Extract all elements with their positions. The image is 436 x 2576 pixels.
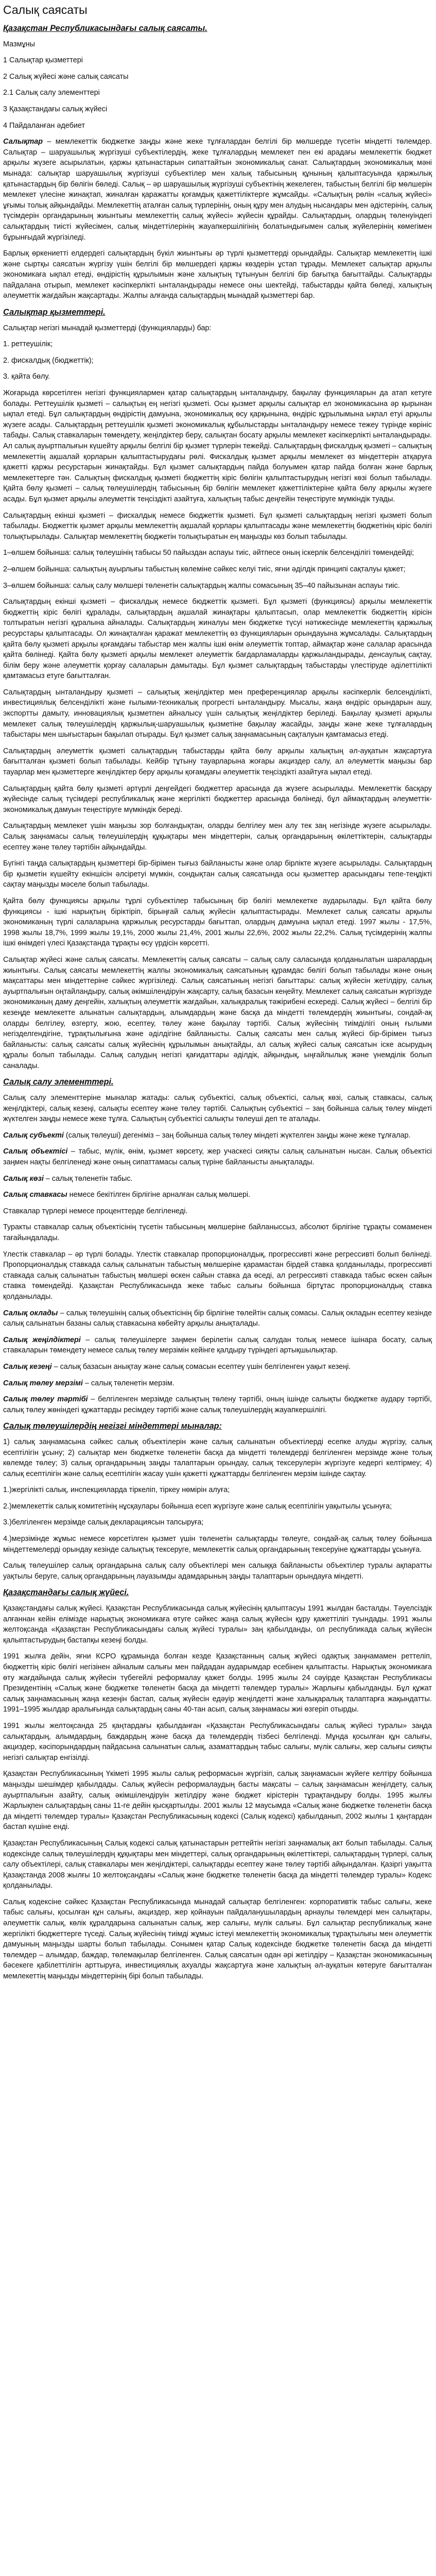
heading-text: Салық салу элементтері. xyxy=(3,1077,114,1087)
term-lead: Салық ставкасы xyxy=(3,1191,67,1199)
paragraph xyxy=(3,339,432,350)
paragraph-text: Салықтар жүйесі және салық саясаты. Мемлекеттің салық саясаты – салық салу саласында қолданылатын шаралардың жиынтығы. Салық саясаты мемлекеттің жалпы экономикалық саясатының құрамдас бөлігі болып табылады және оның мақсаттары мен міндеттеріне сәйкес жүргізіледі. Салық саясатының негізгі бағыттары: салық жүйесін жетілдіру, салық ауыртпалығын оңтайландыру, салық әкімшілендіруін жақсарту, салық базасын кеңейту. Мемлекет салық саясатын жүргізуде экономиканың даму деңгейін, халықтың әлеуметтік жағдайын, халықаралық тәжірибені ескереді. Салық жүйесі – белгілі бір кезеңде мемлекетте алынатын салықтардың, алымдардың және басқа да міндетті төлемдердің жиынтығы, сондай-ақ оларды белгілеу, өзгерту, жою, есептеу, төлеу және бақылау тәртібі. Салық жүйесінің тиімділігі оның ғылыми негізделгендігіне, тұрақтылығына және әділдігіне байланысты. Салық саясаты мен салық жүйесі бір-бірімен тығыз байланысты: салық саясаты салық жүйесінің құрылымын анықтайды, ал салық жүйесі салық саясатын іске асырудың құралы болып табылады. Салық салудың негізгі қағидаттары әділдік, айқындық, ыңғайлылық және үнемділік болып саналады. xyxy=(3,955,432,1070)
heading-text: Қазақстандағы салық жүйесі. xyxy=(3,1588,129,1598)
term-lead: Салықтар xyxy=(3,138,43,146)
paragraph xyxy=(3,1769,432,1833)
paragraph xyxy=(3,511,432,543)
paragraph xyxy=(3,1534,432,1555)
paragraph-text: 2–өлшем бойынша: салықтың ауырлығы табыстың көлеміне сәйкес келуі тиіс, яғни әділдік принципі сақталуы қажет; xyxy=(3,565,406,573)
paragraph-text: Салықтардың ынталандыру қызметі – салықтық жеңілдіктер мен преференциялар арқылы кәсіпкерлік белсенділікті, инвестициялық белсенділікті және ғылыми-техникалық прогресті ынталандыру. Мысалы, жаңа өндіріс орындарын ашу, экспортты дамыту, инновациялық қызметпен айналысу үшін салықтық жеңілдіктер беріледі. Бақылау қызметі арқылы мемлекет салық төлеушілердің қаржылық-шаруашылық қызметіне бақылау жасайды, заңды және жеке тұлғалардың табыстары мен шығыстарын бақылап отырады. Бұл қызмет салық заңнамасының сақталуын қамтамасыз етеді. xyxy=(3,688,432,739)
paragraph xyxy=(3,104,432,115)
term-lead: Салық төлеу мерзімі xyxy=(3,1379,83,1387)
paragraph-text: 1991 жылға дейін, яғни КСРО құрамында болған кезде Қазақстанның салық жүйесі одақтық заңнамамен реттеліп, бюджеттің кіріс бөлігі негізінен айналым салығы мен пайдадан аударымдар есебінен қалыптасты. Нарықтық экономикаға өту жағдайында салық жүйесін түбегейлі реформалау қажет болды. 1995 жылы 24 сәуірде Қазақстан Республикасы Президентінің «Салық және бюджетке төленетін басқа да міндетті төлемдер туралы» Жарлығы қабылданды. Бұл құжат салық заңнамасының жаңа кезеңін бастап, салық жүйесін едәуір жеңілдетті және халықаралық талаптарға жақындатты. 1991–1995 жылдар аралығында салықтардың саны 40-тан асып, салық заңнамасы жиі өзгеріп отырды. xyxy=(3,1652,432,1714)
paragraph xyxy=(3,72,432,82)
paragraph-text: Мазмұны xyxy=(3,40,35,48)
paragraph xyxy=(3,55,432,66)
paragraph-text: Салықтардың әлеуметтік қызметі салықтардың табыстарды қайта бөлу арқылы халықтың әл-ауқатын жақсартуға бағытталған қызметі болып табылады. Кейбір тұтыну тауарларына жоғары акциздер салу, ал әлеуметтік маңызы бар тауарлар мен қызметтерге жеңілдіктер беру арқылы қоғамдағы әлеуметтік теңсіздікті азайтуға ықпал етеді. xyxy=(3,747,432,777)
paragraph-text: Туракты ставкалар салық объектісінің түсетін табысының мөлшеріне байланыссыз, абсолют бірлігіне тұрақты сомаменен тағайындалады. xyxy=(3,1223,432,1242)
paragraph-text: Салық салу элементтеріне мыналар жатады: салық субъектісі, салық объектісі, салық көзі, салық ставкасы, салық жеңілдіктері, салық кезеңі, салықты есептеу және төлеу тәртібі. Салықтың субъектісі – заң бойынша салық төлеу міндеті жүктелген заңды немесе жеке тұлға. Салықтың субъектісі салықты төлеуші деп те аталады. xyxy=(3,1094,432,1124)
paragraph-text: – белгіленген мерзімде салықтың төлену тәртібі, оның ішінде салықты бюджетке аудару тәртібі, салық төлеу жөніндегі құжаттарды ресімдеу тәртібі және салық төлеушілердің жауапкершілігі. xyxy=(3,1395,432,1414)
paragraph-text: Қазақстандағы салық жүйесі. Қазақстан Республикасында салық жүйесінің қалыптасуы 1991 жылдан басталды. Тәуелсіздік алғаннан кейін елімізде нарықтық экономикаға өтуге сәйкес жаңа салық жүйесін құру қажеттілігі туындады. 1991 жылы желтоқсанда «Қазақстан Республикасындағы салық жүйесі туралы» заң қабылданды, ол республикада салық жүйесін қалыптастырудың бастапқы кезеңі болды. xyxy=(3,1604,432,1645)
paragraph xyxy=(3,1335,432,1356)
paragraph-text: Жоғарыда көрсетілген негізгі функциялармен қатар салықтардың ынталандыру, бақылау функцияларын да атап кетуге болады. Реттеушілік қызметі – салықтың ең негізгі қызметі. Осы қызмет арқылы салықтар ел экономикасына әр қырынан ықпал етеді. Бұл салықтардың өндірістің дамуына, экономикалық өсу қарқынына, өндіріс құрылымына ықпал етуі арқылы жүзеге асады. Салықтардың реттеушілік қызметі экономикалық құбылыстарды ынталандыру немесе тежеу түрінде көрініс табады. Салық ставкаларын төмендету, жеңілдіктер беру, салықтан босату арқылы мемлекет кәсіпкерлікті ынталандырады. Ал салық ауыртпалығын күшейту арқылы белгілі бір қызмет түрлерін тежейді. Салықтардың фискалдық қызметі – салықтың мемлекеттің ақшалай қорларын қалыптастырудағы рөлі. Фискалдық қызмет арқылы мемлекет өз міндеттерін атқаруға қажетті қаржы ресурстарын жинақтайды. Бұл қызмет салықтардың пайда болуымен қатар пайда болған және барлық мемлекеттерге тән. Салықтың фискалдық қызметі бюджеттің кіріс бөлігін қалыптастырудың негізгі көзі болып табылады. Қайта бөлу қызметі – салық төлеушілердің табысының бір бөлігін мемлекет қажеттіліктеріне қайта бөлу арқылы жүзеге асады. Бұл қызмет арқылы әлеуметтік теңсіздікті азайтуға, халықтың табыс деңгейін теңестіруге мүмкіндік туады. xyxy=(3,389,432,503)
paragraph-text: – салық төлеушілерге заңмен берілетін салық салудан толық немесе ішінара босату, салық ставкаларын төмендету немесе салық төлеу мерзімін кейінге қалдыру түріндегі артықшылықтар. xyxy=(3,1335,432,1355)
paragraph-text: Салық кодексіне сәйкес Қазақстан Республикасында мынадай салықтар белгіленген: корпоративтік табыс салығы, жеке табыс салығы, қосылған құн салығы, акциздер, жер қойнауын пайдаланушылардың арнаулы төлемдері мен салықтары, әлеуметтік салық, көлік құралдарына салынатын салық, жер салығы, мүлік салығы. Бұл салықтар республикалық және жергілікті бюджеттерге түседі. Салық жүйесінің тиімді жұмыс істеуі мемлекеттің экономикалық тұрақтылығы мен әлеуметтік дамуының маңызды шарты болып табылады. Сонымен қатар Салық кодексінде бюджетке төленетін басқа да міндетті төлемдер – алымдар, баждар, төлемақылар белгіленген. Салық саясатын одан әрі жетілдіру – Қазақстан экономикасының бәсекеге қабілеттілігін арттыруға, инвестициялық ахуалды жақсартуға және халықтың әл-ауқатын көтеруге бағытталған мемлекеттің маңызды міндеттерінің бірі болып табылады. xyxy=(3,1897,432,1981)
paragraph-text: Салықтардың мемлекет үшін маңызы зор болғандықтан, оларды белгілеу мен алу тек заң негізінде жүзеге асырылады. Салық заңнамасы салық төлеушілердің құқықтары мен міндеттерін, салық органдарының өкілеттіктерін, салықтарды есептеу және төлеу тәртібін айқындайды. xyxy=(3,822,432,852)
paragraph xyxy=(3,548,432,558)
paragraph-text: (салық төлеуші) дегеніміз – заң бойынша салық төлеу міндеті жүктелген заңды және жеке тұлғалар. xyxy=(63,1131,411,1140)
section-heading xyxy=(3,307,432,318)
paragraph xyxy=(3,581,432,591)
paragraph-text: 1 Салықтар қызметтері xyxy=(3,56,83,65)
paragraph xyxy=(3,1146,432,1167)
paragraph xyxy=(3,687,432,740)
paragraph-text: немесе бекітілген бірлігіне арналған салық мөлшері. xyxy=(67,1191,251,1199)
section-heading xyxy=(3,1421,432,1432)
paragraph-text: 1–өлшем бойынша: салық төлеушінің табысы 50 пайыздан аспауы тиіс, әйтпесе оның іскерлік белсенділігі төмендейді; xyxy=(3,549,414,557)
paragraph-text: – салық төлеушінің салық объектісінің бір бірлігіне төлейтін салық сомасы. Салық окладын есептеу кезінде салық салынатын базаны салық ставкасына көбейту арқылы анықталады. xyxy=(3,1309,432,1328)
paragraph-text: Қайта бөлу функциясы арқылы тұрлі субъектілер табысының бір бөлігі мемлекетке аударылады. Бұл қайта бөлу функциясы - ішкі нарықтың біріктіріп, бірыңғай салық жүйесін қалыптастырады. Мемлекет салық саясаты арқылы экономиканың түрлі салаларына қаржылық ресурстарды бағыттап, олардың дамуына ықпал етеді. 1997 жылы - 17,5%, 1998 жылы 18,7%, 1999 жылы 19,1%, 2000 жылы 21,4%, 2001 жылы 22,6%, 2002 жылы 22,2%. Салық түсімдерінің жалпы ішкі өнімдегі үлесі Қазақстанда тұрақты өсу үрдісін көрсетті. xyxy=(3,896,432,948)
paragraph-text: 2 Салық жүйесі және салық саясаты xyxy=(3,72,129,81)
document-title: Салық саясаты xyxy=(3,3,88,16)
term-lead: Салық кезеңі xyxy=(3,1362,52,1371)
section-heading xyxy=(3,23,432,34)
paragraph-text: – табыс, мүлік, өнім, қызмет көрсету, жер учаскесі сияқты салық салынатын нысан. Салық объектісі заңмен нақты белгіленеді және оның сипаттамасы салық түріне байланысты анықталады. xyxy=(3,1147,432,1167)
paragraph xyxy=(3,597,432,682)
heading-text: Қазақстан Республикасындағы салық саясаты. xyxy=(3,24,207,33)
paragraph xyxy=(3,1378,432,1389)
paragraph xyxy=(3,1651,432,1715)
paragraph xyxy=(3,1222,432,1243)
paragraph-text: 4 Пайдаланған әдебиет xyxy=(3,121,85,130)
paragraph xyxy=(3,388,432,505)
paragraph-text: Салық төлеушілер салық органдарына салық салу объектілері мен салыққа байланысты объектілер туралы ақпаратты уақтылы беруге, салық органдарының лауазымды адамдарының заңды талаптарын орындауға міндетті. xyxy=(3,1562,432,1581)
paragraph-text: Үлестік ставкалар – әр түрлі болады. Үлестік ставкалар пропорционалдық, прогрессивті және регрессивті болып бөлінеді. Пропорционалдық ставкада салық салынатын табыстың мөлшеріне қарамастан бірдей ставка қолданылады, прогрессивті ставкада салық салынатын табыстың мөлшері өскен сайын ставка да өседі, ал регрессивті ставкада табыс өскен сайын ставка төмендейді. Қазақстан Республикасында жеке табыс салығы бойынша біртұтас пропорционалдық ставка қолданылады. xyxy=(3,1250,432,1301)
paragraph xyxy=(3,1206,432,1217)
paragraph-text: 1. реттеушілік; xyxy=(3,340,53,349)
paragraph xyxy=(3,1093,432,1125)
paragraph-text: Қазақстан Республикасының Салық кодексі салық қатынастарын реттейтін негізгі заңнамалық акт болып табылады. Салық кодексінде салық төлеушілердің құқықтары мен міндеттері, салық органдарының өкілеттіктері, салықтардың түрлері, салық салу объектілері, салық ставкалары мен жеңілдіктері, салықтарды есептеу және төлеу тәртібі айқындалған. Қазіргі уақытта Қазақстанда 2008 жылғы 10 желтоқсандағы «Салық және бюджетке төленетін басқа да міндетті төлемдер туралы» Кодекс қолданылады. xyxy=(3,1839,432,1890)
paragraph-text: 3–өлшем бойынша: салық салу мөлшері төленетін салықтардың жалпы сомасының 35–40 пайызынан аспауы тиіс. xyxy=(3,581,400,590)
paragraph xyxy=(3,1308,432,1329)
paragraph xyxy=(3,858,432,890)
paragraph-text: 1) салық заңнамасына сәйкес салық объектілерін және салық салынатын объектілерді есепке алуды жүргізу, салық есептілігін ұсыну; 2) салықтар мен бюджетке төленетін басқа да міндетті төлемдерді белгіленген мерзімде және толық көлемде төлеу; 3) салық органдарының заңды талаптарын орындау, салық тексерулерін жүргізуге кедергі келтірмеу; 4) салық есептілігін және салық есептілігін жасау үшін қажетті құжаттарды белгіленген мерзім ішінде сақтау. xyxy=(3,1437,432,1478)
heading-text: Салықтар қызметтері. xyxy=(3,308,106,317)
paragraph xyxy=(3,248,432,301)
paragraph xyxy=(3,1897,432,1982)
paragraph xyxy=(3,896,432,949)
heading-text: Салық төлеушілердің негізгі міндеттері мыналар: xyxy=(3,1421,222,1431)
paragraph xyxy=(3,1561,432,1582)
paragraph xyxy=(3,564,432,575)
paragraph xyxy=(3,821,432,853)
paragraph xyxy=(3,1130,432,1141)
paragraph-text: – салық төленетін мерзім. xyxy=(82,1379,175,1387)
paragraph-text: Барлық өркениетті елдердегі салықтардың бүкіл жиынтығы әр түрлі қызметтерді орындайды. Салықтар мемлекеттің ішкі және сыртқы саясатын жүргізу үшін белгілі бір мөлшердегі қаржы көздерін ұстап тұрады. Мемлекет салықтар арқылы экономикаға ықпал етеді, өндірістің құрылымын және халықтың тұтынуын белгілі бір бағытқа бағыттайды. Салықтарды пайдалана отырып, мемлекет кәсіпкерлікті ынталандырады немесе оны шектейді, табыстарды қайта бөледі, халықтың әлеуметтік жағдайын жақсартады. Жалпы алғанда салықтардың мынадай қызметтері бар. xyxy=(3,249,432,300)
paragraph-text: 2. фискалдық (бюджеттік); xyxy=(3,356,94,365)
paragraph-text: – мемлекеттік бюджетке заңды және жеке тұлғалардан белгілі бір мөлшерде түсетін міндетті төлемдер. Салықтар – шаруашылық жүргізуші субъектілердің, жеке тұлғалардың мемлекет пен екі арадағы мемлекеттік бюджет арқылы жүзеге асырылатын, қаржы қатынастарын сипаттайтын экономикалық санат. Салықтардың экономикалық мәні мынада: салықтар шаруашылық жүргізуші субъектілер мен халық табысының құнының қалыптасуында қаржылық қатынастардың бір бөлігін бөледі. Салық – әр шаруашылық жүргізуші субъектінің жекелеген, табыстың белгілі бір мөлшерін мемлекет үлесіне жинақтап, жиналған қаражатты қоғамдық қажеттіліктерге жұмсайды. «Салықтың рөлін «салық жүйесі» ұғымы толық айқындайды. Мемлекеттің аталған салық түрлерінің, оның құру мен алудың нысандары мен әдістерінің, салық түсімдерін органдарының жиынтығы мемлекеттің салық жүйесі» жүйесін құрайды. Салықтардың, олардың төленуіндегі салықтардың тиісті жүйесімен, салық міндеттілерінің жауапкершілігінің болатындығымен салық жүйелерінің көмегімен бұрынғыдай жүргізіледі. xyxy=(3,138,432,242)
paragraph xyxy=(3,355,432,366)
term-lead: Салық субъекті xyxy=(3,1131,64,1140)
paragraph-text: 3.)белгіленген мерзімде салық декларациясын тапсыруға; xyxy=(3,1518,204,1527)
paragraph xyxy=(3,1721,432,1763)
document-body xyxy=(3,23,432,1982)
term-lead: Салық төлеу тәртібі xyxy=(3,1395,88,1404)
paragraph xyxy=(3,1485,432,1496)
paragraph xyxy=(3,1603,432,1646)
paragraph xyxy=(3,1838,432,1891)
term-lead: Салық жеңілдіктері xyxy=(3,1335,81,1344)
paragraph xyxy=(3,1190,432,1200)
paragraph xyxy=(3,323,432,334)
paragraph xyxy=(3,746,432,778)
paragraph-text: 3 Қазақстандағы салық жүйесі xyxy=(3,105,108,113)
paragraph xyxy=(3,955,432,1072)
paragraph-text: Қазақстан Республикасының Үкіметі 1995 жылы салық реформасын жүргізіп, салық заңнамасын жүйеге келтіру бойынша маңызды шешімдер қабылдады. Салық жүйесін реформалаудың басты мақсаты – салық заңнамасын жеңілдету, салық ауыртпалығын азайту, салық әкімшілендіруін жетілдіру және бюджет кірістерін тұрақтандыру болды. 1995 жылғы Жарлықпен салықтардың саны 11-ге дейін қысқартылды. 2001 жылы 12 маусымда «Салық және бюджетке төленетін басқа да міндетті төлемдер туралы» Қазақстан Республикасының кодексі (Салық кодексі) қабылданып, 2002 жылғы 1 қаңтардан бастап күшіне енді. xyxy=(3,1770,432,1832)
paragraph xyxy=(3,1501,432,1512)
paragraph-text: Ставкалар түрлері немесе проценттерде белгіленеді. xyxy=(3,1207,188,1215)
paragraph-text: 2.)мемлекеттік салық комитетінің нұсқаулары бойынша есеп жүргізуге және салық есептілігін уақытылы ұсынуға; xyxy=(3,1502,392,1511)
paragraph xyxy=(3,1362,432,1372)
paragraph-text: Салықтар негізгі мынадай қызметтерді (функцияларды) бар: xyxy=(3,324,212,332)
paragraph xyxy=(3,1437,432,1479)
term-lead: Салық көзі xyxy=(3,1174,44,1183)
paragraph xyxy=(3,88,432,98)
section-heading xyxy=(3,1587,432,1598)
paragraph xyxy=(3,1174,432,1184)
paragraph xyxy=(3,784,432,816)
term-lead: Салық оклады xyxy=(3,1309,58,1317)
paragraph xyxy=(3,1517,432,1528)
paragraph-text: – салық базасын анықтау және салық сомасын есептеу үшін белгіленген уақыт кезеңі. xyxy=(51,1362,351,1371)
paragraph-text: Салықтардың екінші қызметі – фискалдық немесе бюджеттік қызметі. Бұл қызметі салықтардың негізгі қызметі болып табылады. Бюджеттік қызмет арқылы мемлекеттің ақшалай қорлары қалыптасады және мемлекеттің бюджетінің кіріс бөлігі толықтырылады. Салықтар мемлекеттің бюджетін толықтыратын ең маңызды көз болып табылады. xyxy=(3,511,432,541)
paragraph xyxy=(3,1249,432,1302)
paragraph-text: 2.1 Салық салу элементтері xyxy=(3,89,100,97)
paragraph-text: – салық төленетін табыс. xyxy=(43,1174,133,1183)
section-heading xyxy=(3,1077,432,1088)
term-lead: Салық объектісі xyxy=(3,1147,68,1156)
paragraph-text: Бүгінгі таңда салықтардың қызметтері бір-бірімен тығыз байланысты және олар бірлікте жүзеге асырылады. Салықтардың бір қызметін күшейту екіншісін әлсіретуі мүмкін, сондықтан салық саясатында осы қызметтер арасындағы тепе-теңдікті сақтау маңызды мәселе болып табылады. xyxy=(3,859,432,889)
paragraph-text: 1.)жергілікті салық, инспекцияларда тіркеліп, тіркеу нөмірін алуға; xyxy=(3,1486,230,1495)
paragraph xyxy=(3,371,432,382)
paragraph xyxy=(3,39,432,50)
paragraph xyxy=(3,121,432,131)
paragraph xyxy=(3,1394,432,1415)
paragraph-text: 4.)мерзімінде жұмыс немесе көрсетілген қызмет үшін төленетін салықтарды төлеуге, сондай-ақ салық төлеу бойынша міндеттемелерді орындау кезінде салықтық тексеруге, мемлекеттік салық органдарының тексеруіне құжаттарды ұсынуға. xyxy=(3,1535,432,1554)
paragraph xyxy=(3,137,432,243)
paragraph-text: 1991 жылы желтоқсанда 25 қаңтардағы қабылданған «Қазақстан Республикасындағы салық жүйесі туралы» заңда салықтардың, алымдардың, баждардың және басқа да төлемдердің тізбесі белгіленді. Мұнда қосылған құн салығы, акциздер, кәсіпорындардың пайдасына салынатын салық, азаматтардың табыс салығы, мүлік салығы, жер салығы сияқты негізгі салықтар енгізілді. xyxy=(3,1721,432,1762)
paragraph-text: Салықтардың екінші қызметі – фискалдық немесе бюджеттік қызметі. Бұл қызметі (функциясы) арқылы мемлекеттік бюджеттің кіріс бөлігі құралады, салықтардың ақшалай жинақтары қалыптасып, олар мемлекеттік бюджеттің кірісін толтыратын негізгі құралына айналады. Салықтардың жиналуы мен бюджетке түсуі нәтижесінде мемлекеттің қаржылық ресурстары қалыптасады. Ол жинақталған қаражат мемлекеттің өз функцияларын орындауына жұмсалады. Салықтардың қайта бөлу қызметі арқылы қоғамдағы табыстар мен жалпы ішкі өнім әлеуметтік топтар, аймақтар және салалар арасында қайта бөлінеді. Қайта бөлу қызметі арқылы мемлекет әлеуметтік бағдарламаларды қаржыландырады, денсаулық сақтау, білім беру және әлеуметтік қорғау салаларын дамытады. Бұл қызмет салықтардың табыстарды үлестіруде әділеттілікті қамтамасыз етуге бағытталған. xyxy=(3,598,432,681)
paragraph-text: Салықтардың қайта бөлу қызметі әртүрлі деңгейдегі бюджеттер арасында да жүзеге асырылады. Мемлекеттік басқару жүйесінде салық түсімдері республикалық және жергілікті бюджеттер арасында бөлінеді, бұл аймақтардың әлеуметтік-экономикалық дамуын теңестіруге мүмкіндік береді. xyxy=(3,784,432,814)
paragraph-text: 3. қайта бөлу. xyxy=(3,372,50,381)
